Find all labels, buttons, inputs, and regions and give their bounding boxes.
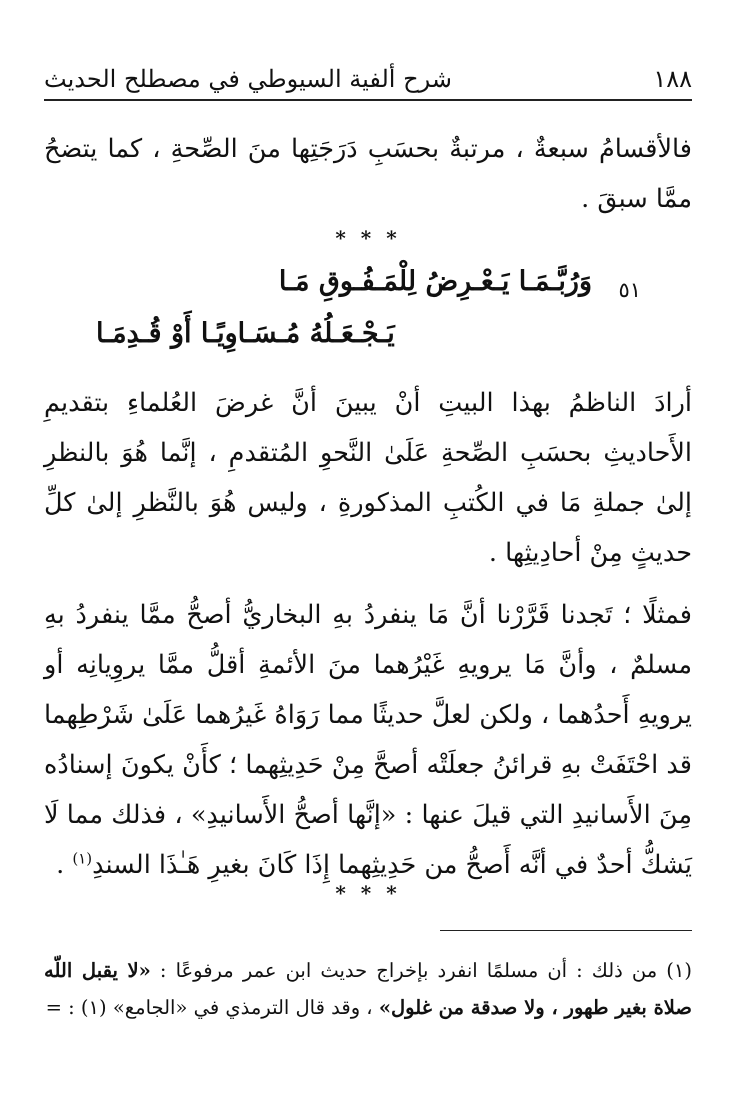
paragraph-3-end: . [56,850,73,880]
verse-line-1: وَرُبَّـمَـا يَـعْـرِضُ لِلْمَـفُـوقِ مَـا [278,266,592,297]
section-separator-top: * * * [335,226,401,250]
section-separator-bottom: * * * [335,881,401,905]
footnote-hadith-quote: «لا يقبل اللّه صلاة بغير طهور ، ولا صدقة من غلول» [44,959,692,1019]
paragraph-2: أرادَ الناظمُ بهذا البيتِ أنْ يبينَ أنَّ غرضَ العُلماءِ بتقديمِ الأَحاديثِ بحسَبِ الصِّحةِ عَلَىٰ النَّحوِ المُتقدمِ ، إنَّما هُوَ بالنظرِ إلىٰ جملةِ مَا في الكُتبِ المذكورةِ ، وليس هُوَ بالنَّظرِ إلىٰ كلِّ حديثٍ مِنْ أحادِيثِها . [44,388,692,568]
footnote-suffix: ، وقد قال الترمذي في «الجامع» (١) : = [45,996,379,1019]
footnote-divider [440,930,692,931]
verse-line-2: يَـجْـعَـلُهُ مُـسَـاوِيًـا أَوْ قُـدِمَـا [96,318,395,349]
paragraph-3 [44,590,692,890]
page-number: ١٨٨ [653,65,692,93]
verse-number: ٥١ [618,278,641,302]
footnote [44,952,692,1026]
footnote-prefix: (١) من ذلك : أن مسلمًا انفرد بإخراج حديث ابن عمر مرفوعًا : [150,959,692,982]
page-header [44,62,692,96]
footnote-reference: (١) [72,849,93,868]
running-title: شرح ألفية السيوطي في مصطلح الحديث [44,65,452,93]
paragraph-1: فالأقسامُ سبعةٌ ، مرتبةٌ بحسَبِ دَرَجَتِها منَ الصِّحةِ ، كما يتضحُ ممَّا سبقَ . [44,134,692,214]
header-divider [44,99,692,101]
paragraph-3-text: فمثلًا ؛ تَجدنا قَرَّرْنا أنَّ مَا ينفردُ بهِ البخاريُّ أصحُّ ممَّا ينفردُ بهِ مسلمٌ ، وأنَّ مَا يرويهِ غَيْرُهما منَ الأئمةِ أقلُّ ممَّا يروِيانِه أو يرويهِ أَحدُهما ، ولكن لعلَّ حديثًا مما رَوَاهُ غَيرُهما عَلَىٰ شَرْطِهما قد احْتَفَتْ بهِ قرائنُ جعلَتْه أصحَّ مِنْ حَدِيثِهما ؛ كأَنْ يكونَ إسنادُه مِنَ الأَسانيدِ التي قيلَ عنها : «إنَّها أصحُّ الأَسانيدِ» ، فذلك مما لَا يَشكُّ أحدٌ في أنَّه أَصحُّ من حَدِيثِهما إِذَا كَانَ بغيرِ هَـٰذَا السندِ [44,600,692,880]
